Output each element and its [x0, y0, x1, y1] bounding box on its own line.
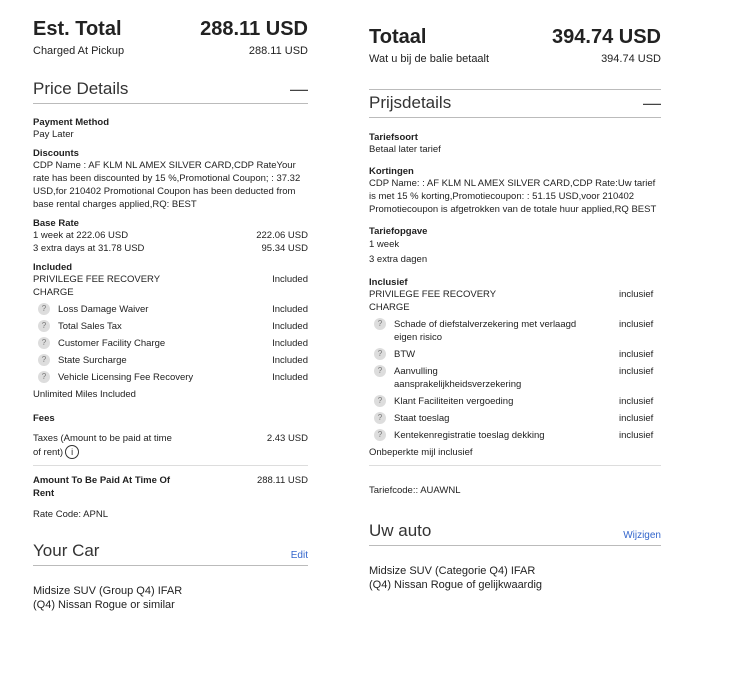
included-item: [369, 318, 661, 344]
amount-to-be-paid-label: Amount To Be Paid At Time Of Rent: [33, 475, 171, 499]
included-item-value: inclusief: [619, 413, 654, 424]
price-details-header[interactable]: [369, 89, 661, 118]
privilege-fee-label: PRIVILEGE FEE RECOVERY CHARGE: [33, 274, 160, 298]
included-item: [33, 371, 308, 384]
amount-to-be-paid-value: 288.11 USD: [256, 475, 308, 486]
taxes-value: 2.43 USD: [266, 433, 308, 444]
included-item-label: Kentekenregistratie toeslag dekking: [394, 430, 545, 441]
pay-at-counter-amount: 394.74 USD: [601, 53, 661, 65]
dutch-summary-panel: [369, 0, 661, 592]
included-item: [33, 337, 308, 350]
fees-title: Fees: [33, 413, 55, 424]
included-item-value: Included: [272, 355, 308, 366]
total-label: Totaal: [369, 26, 427, 48]
price-details-header[interactable]: [33, 79, 308, 104]
tariff-code: Tariefcode:: AUAWNL: [369, 485, 461, 496]
payment-method-title: Payment Method: [33, 117, 110, 128]
tariff-type-value: Betaal later tarief: [369, 144, 441, 155]
included-item-value: Included: [272, 304, 308, 315]
privilege-fee-value: Included: [272, 274, 308, 285]
included-item: [369, 348, 661, 361]
help-icon[interactable]: ?: [38, 371, 50, 383]
help-icon[interactable]: ?: [38, 354, 50, 366]
included-item-value: inclusief: [619, 319, 654, 330]
charged-at-pickup-row: [33, 45, 308, 57]
car-description-line1: Midsize SUV (Categorie Q4) IFAR: [369, 565, 536, 577]
pay-at-counter-label: Wat u bij de balie betaalt: [369, 53, 490, 65]
pay-at-counter-row: [369, 53, 661, 65]
privilege-fee-row: [369, 288, 661, 314]
included-item-value: Included: [272, 372, 308, 383]
base-rate-value: 222.06 USD: [256, 230, 308, 241]
tariff-spec-row: 3 extra dagen: [369, 254, 428, 265]
total-amount: 394.74 USD: [552, 26, 661, 48]
included-title: Included: [33, 262, 73, 273]
car-description-line2: (Q4) Nissan Rogue or similar: [33, 599, 175, 611]
base-rate-title: Base Rate: [33, 218, 79, 229]
privilege-fee-label: PRIVILEGE FEE RECOVERY CHARGE: [369, 289, 496, 313]
tariff-spec-title: Tariefopgave: [369, 226, 428, 237]
base-rate-label: 3 extra days at 31.78 USD: [33, 243, 145, 254]
car-description-line1: Midsize SUV (Group Q4) IFAR: [33, 585, 183, 597]
est-total-row: [33, 18, 308, 41]
tariff-type-title: Tariefsoort: [369, 132, 418, 143]
help-icon[interactable]: ?: [38, 303, 50, 315]
included-item-label: Loss Damage Waiver: [58, 304, 149, 315]
your-car-title: Uw auto: [369, 521, 432, 540]
included-item-label: Aanvulling aansprakelijkheidsverzekering: [394, 366, 522, 390]
help-icon[interactable]: ?: [38, 320, 50, 332]
unlimited-miles: Unlimited Miles Included: [33, 389, 136, 400]
taxes-label: Taxes (Amount to be paid at time of rent): [33, 433, 172, 458]
included-item-value: Included: [272, 338, 308, 349]
taxes-row: [33, 432, 308, 459]
collapse-icon[interactable]: —: [643, 93, 661, 113]
help-icon[interactable]: ?: [374, 412, 386, 424]
included-item-label: Klant Faciliteiten vergoeding: [394, 396, 514, 407]
discounts-text: CDP Name : AF KLM NL AMEX SILVER CARD,CDP RateYour rate has been discounted by 15 %,Promotional Coupon; : 37.32 USD,for 210402 Promotional Coupon has been deducted from base rental charges applied,RQ: BEST: [33, 160, 301, 210]
included-item: [369, 365, 661, 391]
base-rate-value: 95.34 USD: [261, 243, 308, 254]
help-icon[interactable]: ?: [374, 348, 386, 360]
your-car-header: [369, 521, 661, 546]
rate-code: Rate Code: APNL: [33, 509, 108, 520]
help-icon[interactable]: ?: [374, 395, 386, 407]
included-item-value: inclusief: [619, 349, 654, 360]
included-item-label: BTW: [394, 349, 416, 360]
total-row: [369, 26, 661, 49]
base-rate-row: [33, 242, 308, 255]
charged-at-pickup-amount: 288.11 USD: [248, 45, 308, 57]
included-item: [369, 395, 661, 408]
included-item-value: inclusief: [619, 396, 654, 407]
discounts-title: Discounts: [33, 148, 79, 159]
included-item-label: Customer Facility Charge: [58, 338, 166, 349]
your-car-header: [33, 541, 308, 566]
included-item-label: Total Sales Tax: [58, 321, 122, 332]
amount-to-be-paid-row: [33, 474, 308, 500]
car-description-line2: (Q4) Nissan Rogue of gelijkwaardig: [369, 579, 543, 591]
price-details-title: Price Details: [33, 79, 129, 98]
edit-link[interactable]: Edit: [290, 550, 308, 561]
included-item: [33, 320, 308, 333]
divider: [369, 465, 661, 466]
included-item-label: Schade of diefstalverzekering met verlaagd eigen risico: [394, 319, 577, 343]
base-rate-label: 1 week at 222.06 USD: [33, 230, 129, 241]
included-item-value: inclusief: [619, 430, 654, 441]
discounts-title: Kortingen: [369, 166, 414, 177]
divider: [33, 465, 308, 466]
included-item: [33, 354, 308, 367]
included-item: [369, 412, 661, 425]
collapse-icon[interactable]: —: [290, 79, 308, 99]
included-item-label: Staat toeslag: [394, 413, 450, 424]
edit-link[interactable]: Wijzigen: [623, 530, 661, 541]
help-icon[interactable]: ?: [374, 365, 386, 377]
info-icon[interactable]: i: [65, 445, 79, 459]
discounts-text: CDP Name: : AF KLM NL AMEX SILVER CARD,CDP Rate:Uw tarief is met 15 % korting,Promotiecoupon: : 51.15 USD,voor 210402 Promotiecoupon is afgetrokken van de totale huur applied,RQ BEST: [369, 178, 657, 215]
included-item-value: Included: [272, 321, 308, 332]
included-item: [33, 303, 308, 316]
help-icon[interactable]: ?: [374, 429, 386, 441]
tariff-spec-row: 1 week: [369, 239, 400, 250]
english-summary-panel: [33, 0, 308, 612]
included-item: [369, 429, 661, 442]
privilege-fee-row: [33, 273, 308, 299]
price-details-title: Prijsdetails: [369, 93, 452, 112]
help-icon[interactable]: ?: [374, 318, 386, 330]
included-title: Inclusief: [369, 277, 408, 288]
charged-at-pickup-label: Charged At Pickup: [33, 45, 125, 57]
base-rate-row: [33, 229, 308, 242]
included-item-value: inclusief: [619, 366, 654, 377]
privilege-fee-value: inclusief: [619, 289, 654, 300]
est-total-amount: 288.11 USD: [200, 18, 308, 40]
unlimited-miles: Onbeperkte mijl inclusief: [369, 447, 473, 458]
help-icon[interactable]: ?: [38, 337, 50, 349]
payment-method-value: Pay Later: [33, 129, 74, 140]
your-car-title: Your Car: [33, 541, 100, 560]
included-item-label: Vehicle Licensing Fee Recovery: [58, 372, 194, 383]
included-item-label: State Surcharge: [58, 355, 127, 366]
est-total-label: Est. Total: [33, 18, 122, 40]
